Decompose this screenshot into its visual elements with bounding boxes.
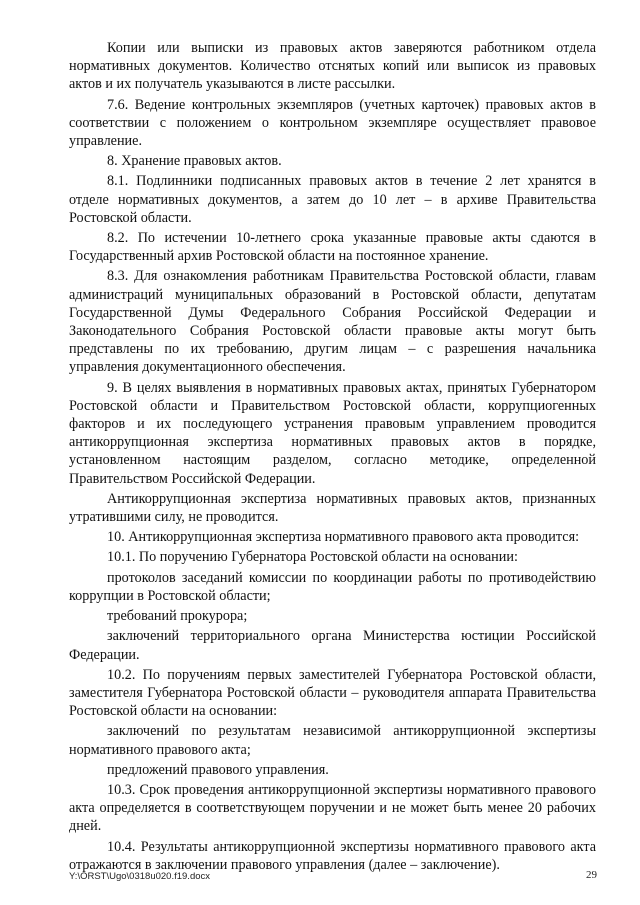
paragraph: 10.2. По поручениям первых заместителей Губернатора Ростовской области, заместителя Губернатора Ростовской области – руководителя аппарата Правительства Ростовской области на основании: (69, 666, 596, 720)
paragraph: 7.6. Ведение контрольных экземпляров (учетных карточек) правовых актов в соответствии с положением о контрольном экземпляре осуществляет правовое управление. (69, 96, 596, 150)
paragraph: 9. В целях выявления в нормативных правовых актах, принятых Губернатором Ростовской области и Правительством Ростовской области, коррупциогенных факторов и их последующего устранения правовым управлением проводится антикоррупционная экспертиза нормативных правовых актов в порядке, установленном настоящим разделом, согласно методике, определенной Правительством Российской Федерации. (69, 379, 596, 487)
document-body (69, 39, 596, 874)
paragraph: 8.3. Для ознакомления работникам Правительства Ростовской области, главам администраций муниципальных образований в Ростовской области, депутатам Государственной Думы Федерального Собрания Российской Федерации и Законодательного Собрания Ростовской области правовые акты могут быть представлены по их требованию, другим лицам – с разрешения начальника управления документационного обеспечения. (69, 268, 596, 376)
paragraph: 10. Антикоррупционная экспертиза нормативного правового акта проводится: (107, 529, 580, 546)
section-heading: 8. Хранение правовых актов. (107, 153, 282, 170)
page-number: 29 (586, 869, 597, 881)
list-item: требований прокурора; (107, 608, 248, 625)
paragraph: 10.1. По поручению Губернатора Ростовской области на основании: (107, 549, 518, 566)
paragraph: 10.4. Результаты антикоррупционной экспертизы нормативного правового акта отражаются в заключении правового управления (далее – заключение). (69, 838, 596, 873)
list-item: предложений правового управления. (107, 761, 329, 778)
list-item: заключений территориального органа Министерства юстиции Российской Федерации. (69, 628, 596, 663)
list-item: протоколов заседаний комиссии по координации работы по противодействию коррупции в Ростовской области; (69, 569, 596, 604)
paragraph: 8.2. По истечении 10-летнего срока указанные правовые акты сдаются в Государственный архив Ростовской области на постоянное хранение. (69, 230, 596, 265)
paragraph: Копии или выписки из правовых актов заверяются работником отдела нормативных документов. Количество отснятых копий или выписок из правовых актов и их получатель указываются в листе рассылки. (69, 40, 596, 93)
list-item: заключений по результатам независимой антикоррупционной экспертизы нормативного правового акта; (69, 723, 596, 758)
footer-file-path: Y:\ORST\Ugo\0318u020.f19.docx (69, 871, 211, 882)
paragraph: 8.1. Подлинники подписанных правовых актов в течение 2 лет хранятся в отделе нормативных документов, а затем до 10 лет – в архиве Правительства Ростовской области. (69, 173, 596, 226)
paragraph: 10.3. Срок проведения антикоррупционной экспертизы нормативного правового акта определяется в соответствующем поручении и не может быть менее 20 рабочих дней. (69, 781, 596, 835)
paragraph: Антикоррупционная экспертиза нормативных правовых актов, признанных утратившими силу, не проводится. (69, 490, 596, 526)
